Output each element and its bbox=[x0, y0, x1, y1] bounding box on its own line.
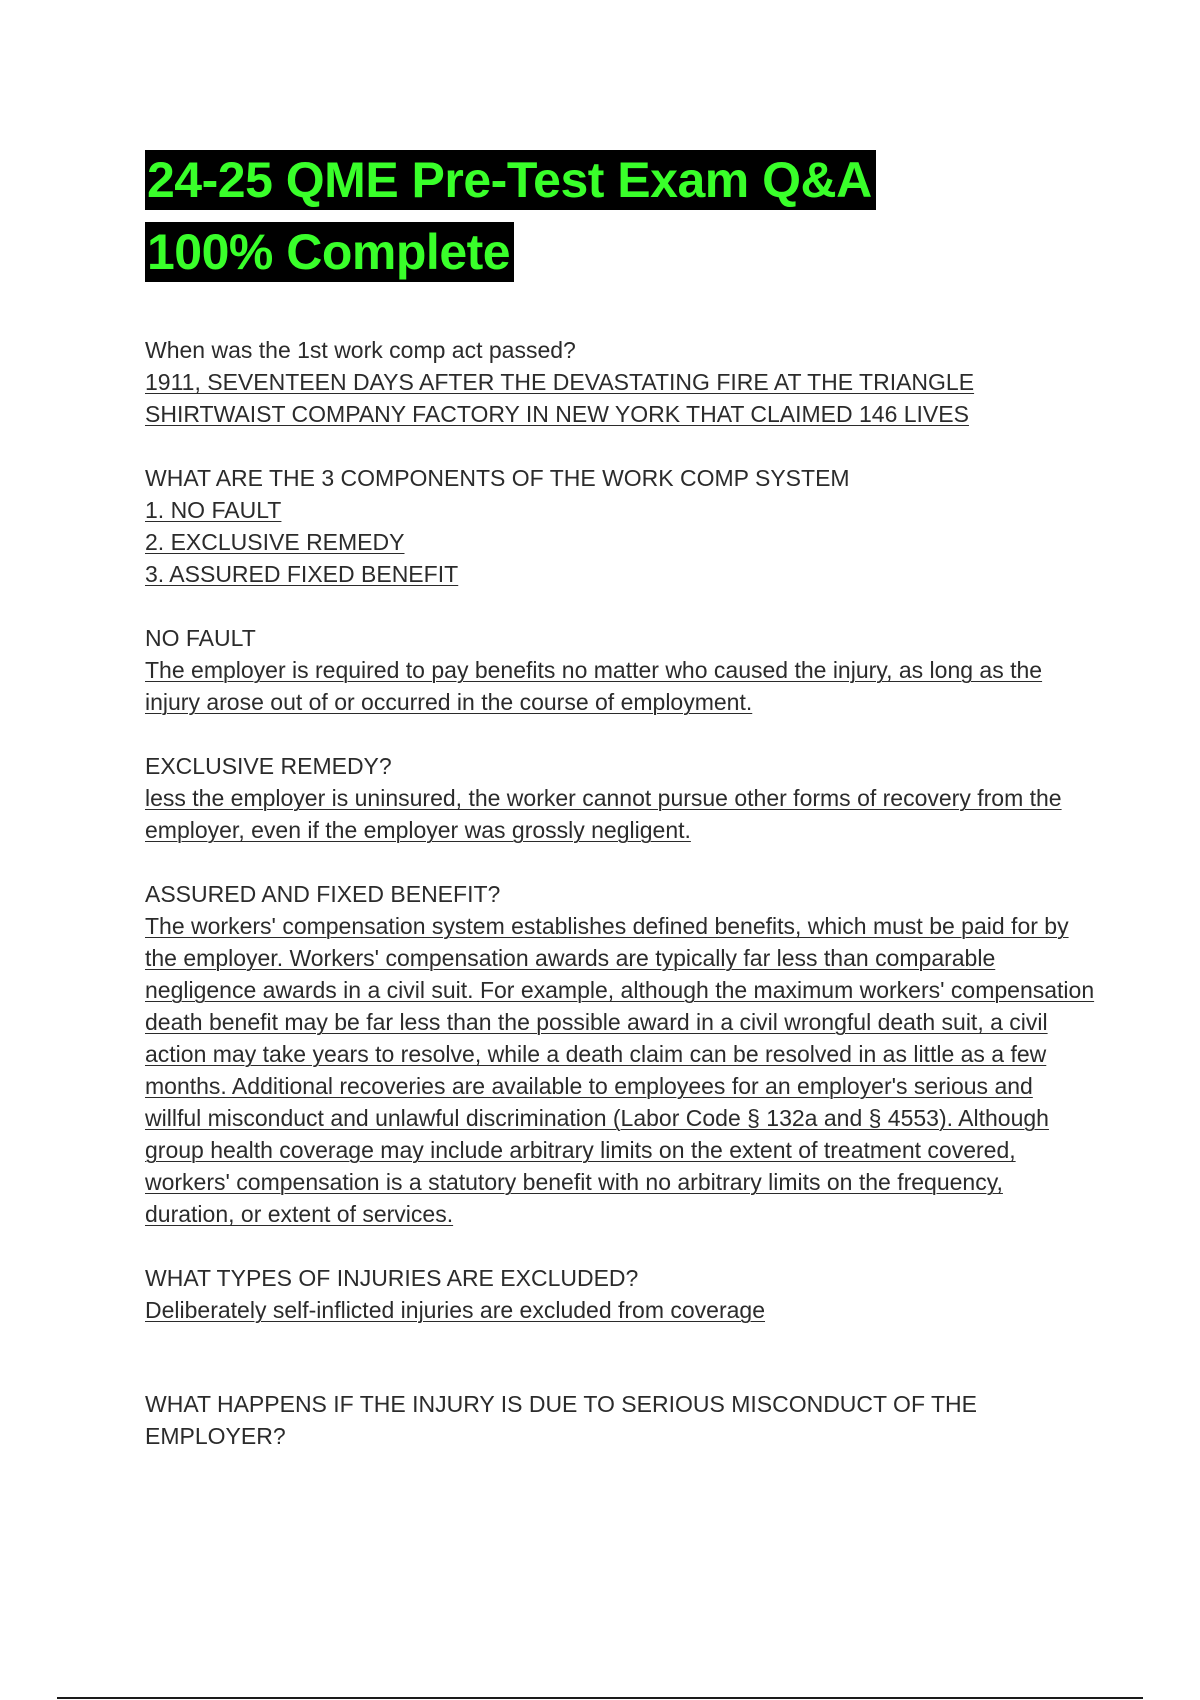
qa-item bbox=[145, 462, 1095, 590]
answer-text bbox=[145, 782, 1095, 846]
answer-text bbox=[145, 1294, 1095, 1326]
answer-text bbox=[145, 910, 1095, 1230]
qa-item bbox=[145, 1388, 1095, 1452]
question-text: WHAT TYPES OF INJURIES ARE EXCLUDED? bbox=[145, 1265, 639, 1291]
answer-list-item bbox=[145, 494, 1095, 526]
answer-underlined: less the employer is uninsured, the worker cannot pursue other forms of recovery from the employer, even if the employer was grossly negligent. bbox=[145, 785, 1062, 843]
answer-underlined: 3. ASSURED FIXED BENEFIT bbox=[145, 561, 459, 587]
title-line-2: 100% Complete bbox=[145, 222, 514, 282]
question-text: WHAT ARE THE 3 COMPONENTS OF THE WORK COMP SYSTEM bbox=[145, 465, 850, 491]
question-text: NO FAULT bbox=[145, 625, 256, 651]
footer-divider bbox=[57, 1697, 1143, 1699]
title-line-1: 24-25 QME Pre-Test Exam Q&A bbox=[145, 150, 876, 210]
qa-item bbox=[145, 750, 1095, 846]
answer-underlined: 1. NO FAULT bbox=[145, 497, 282, 523]
qa-item bbox=[145, 622, 1095, 718]
question-text: ASSURED AND FIXED BENEFIT? bbox=[145, 881, 501, 907]
document-page bbox=[145, 146, 1095, 1484]
answer-underlined: 1911, SEVENTEEN DAYS AFTER THE DEVASTATING FIRE AT THE TRIANGLE SHIRTWAIST COMPANY FACTORY IN NEW YORK THAT CLAIMED 146 LIVES bbox=[145, 369, 975, 427]
qa-item bbox=[145, 334, 1095, 430]
answer-text bbox=[145, 366, 1095, 430]
document-title bbox=[145, 146, 1095, 290]
answer-list-item bbox=[145, 558, 1095, 590]
answer-underlined: Deliberately self-inflicted injuries are excluded from coverage bbox=[145, 1297, 766, 1323]
answer-text bbox=[145, 654, 1095, 718]
question-text: When was the 1st work comp act passed? bbox=[145, 337, 576, 363]
answer-underlined: The employer is required to pay benefits no matter who caused the injury, as long as the injury arose out of or occurred in the course of employment. bbox=[145, 657, 1043, 715]
answer-list-item bbox=[145, 526, 1095, 558]
qa-item bbox=[145, 878, 1095, 1230]
answer-underlined: The workers' compensation system establishes defined benefits, which must be paid for by the employer. Workers' compensation awards are typically far less than comparable negligence awards in a civil suit. For example, although the maximum workers' compensation death benefit may be far less than the possible award in a civil wrongful death suit, a civil action may take years to resolve, while a death claim can be resolved in as little as a few months. Additional recoveries are available to employees for an employer's serious and willful misconduct and unlawful discrimination (Labor Code § 132a and § 4553). Although group health coverage may include arbitrary limits on the extent of treatment covered, workers' compensation is a statutory benefit with no arbitrary limits on the frequency, duration, or extent of services. bbox=[145, 913, 1095, 1227]
qa-item bbox=[145, 1262, 1095, 1326]
question-text: EXCLUSIVE REMEDY? bbox=[145, 753, 392, 779]
answer-underlined: 2. EXCLUSIVE REMEDY bbox=[145, 529, 405, 555]
question-text: WHAT HAPPENS IF THE INJURY IS DUE TO SERIOUS MISCONDUCT OF THE EMPLOYER? bbox=[145, 1391, 977, 1449]
answer-list bbox=[145, 494, 1095, 590]
